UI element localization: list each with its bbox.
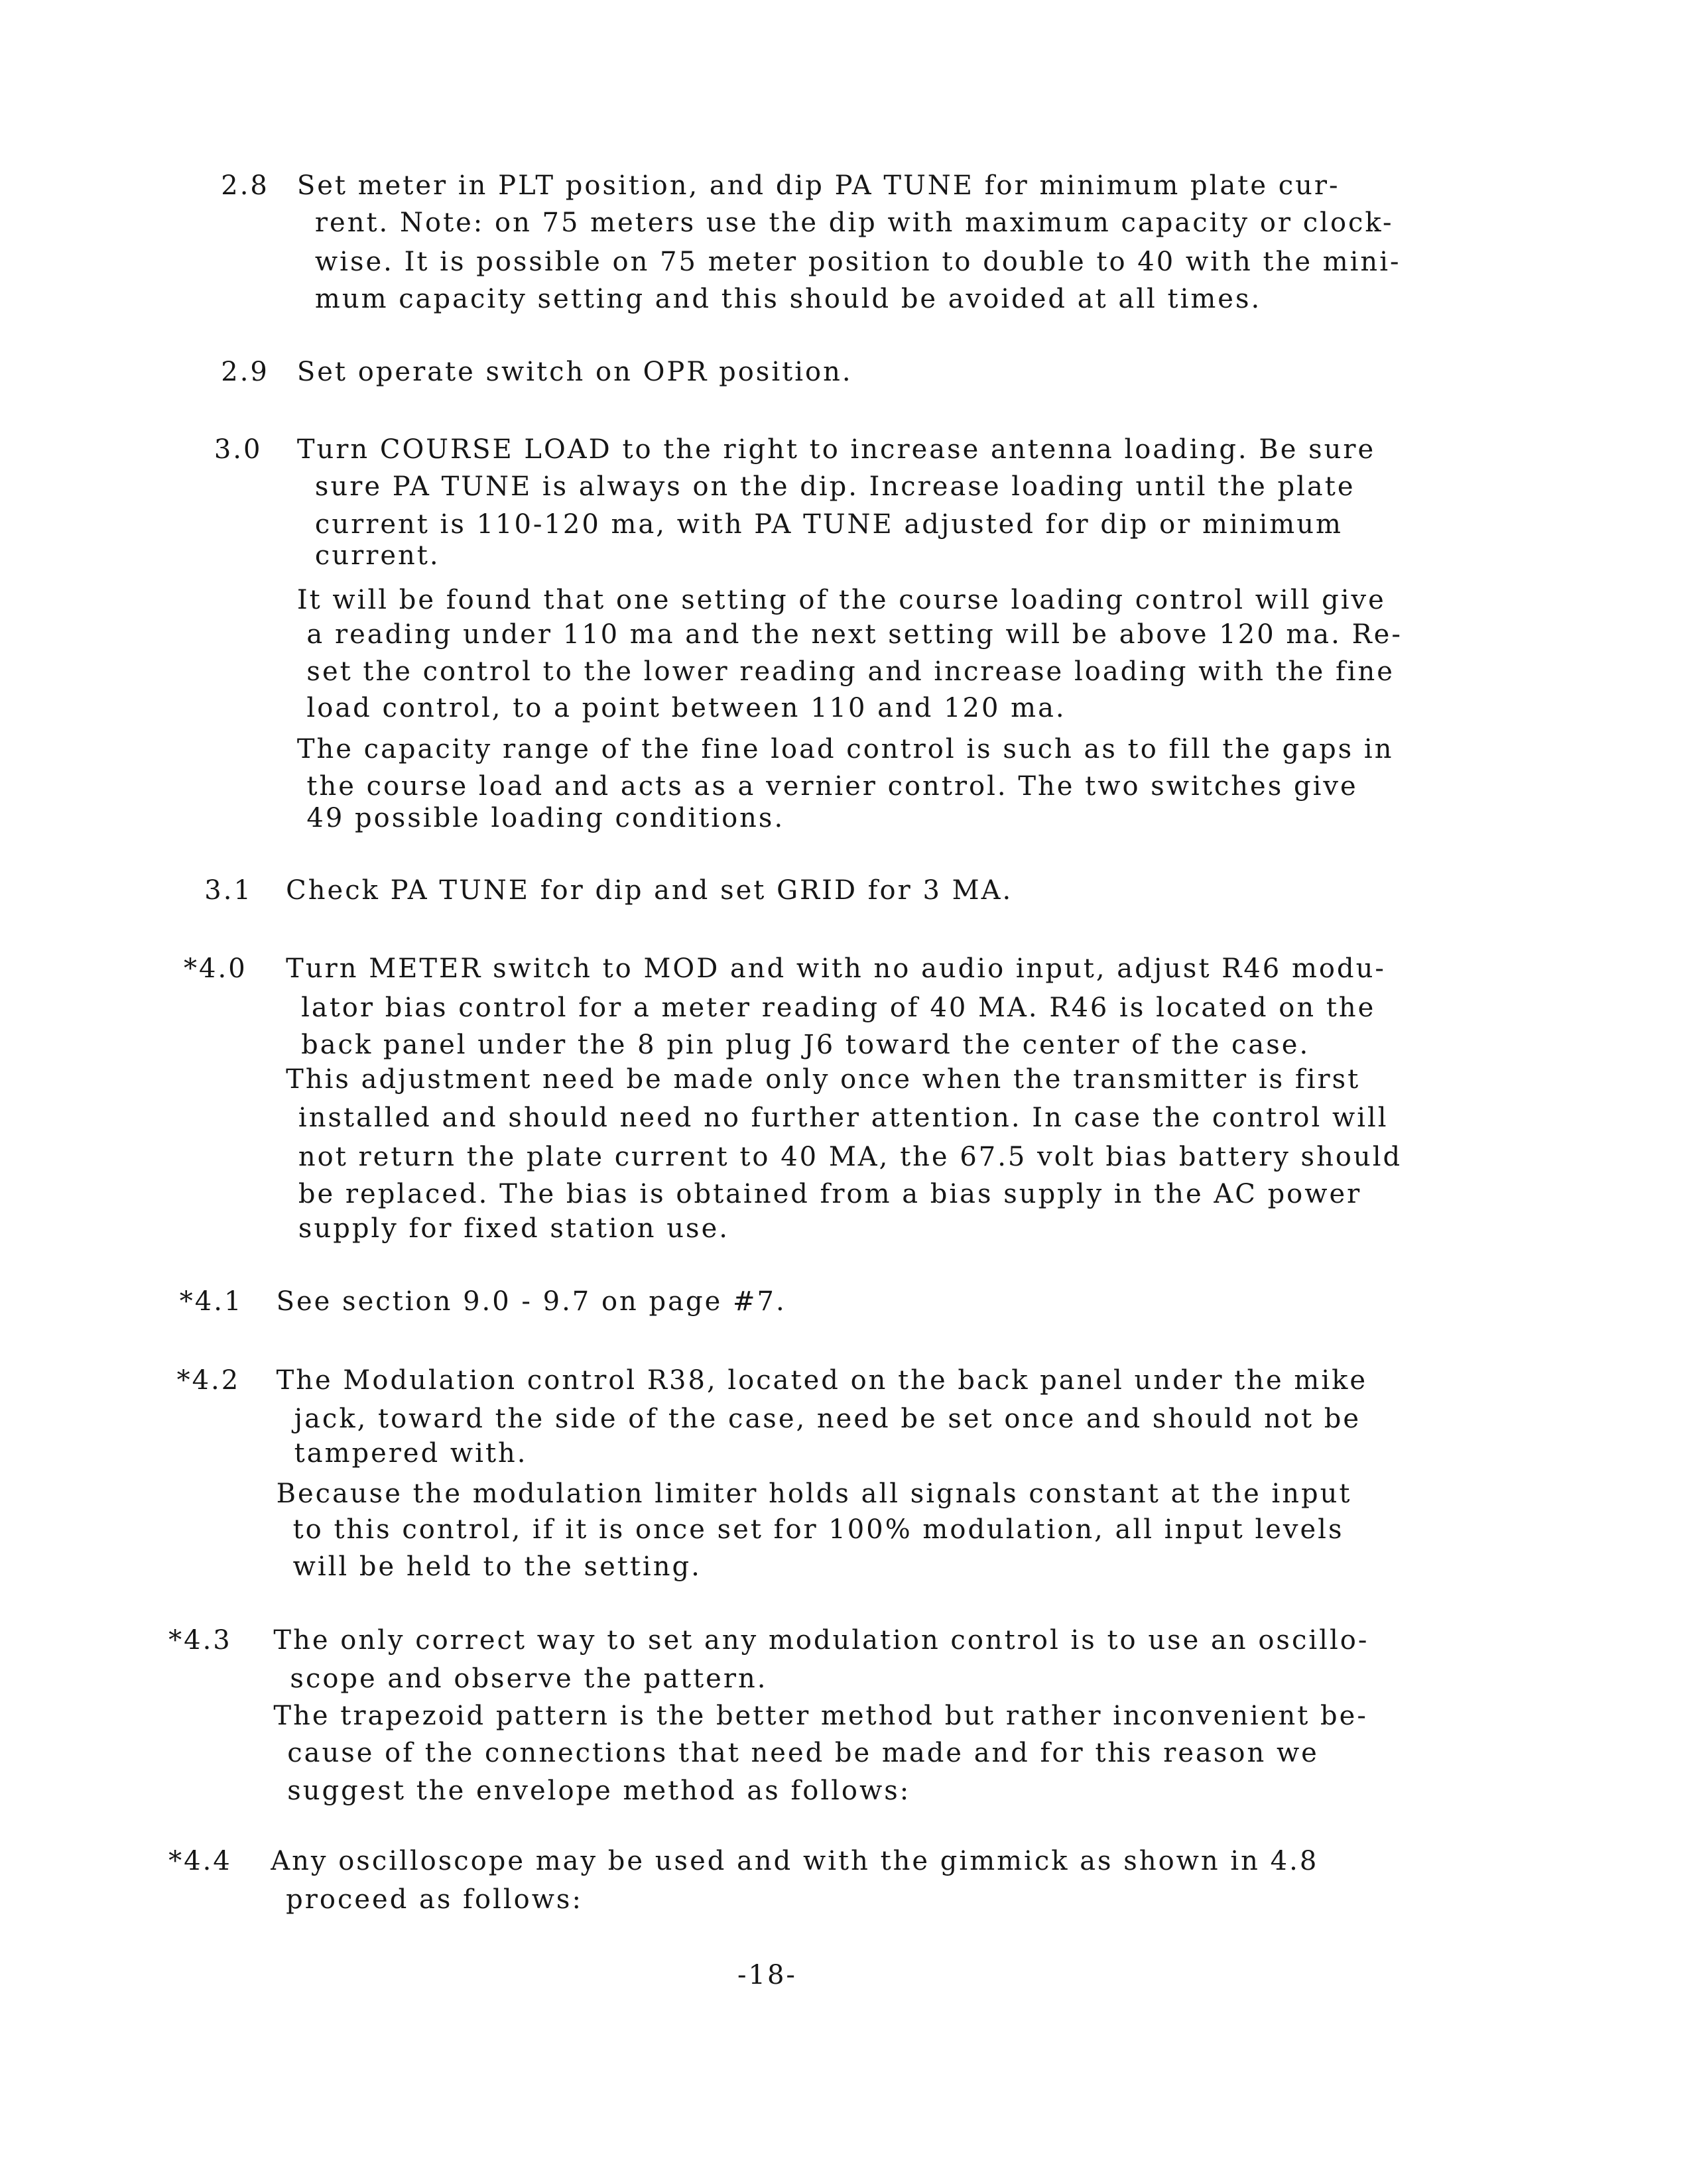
section-number: 2.8	[221, 170, 269, 202]
text-line: Because the modulation limiter holds all signals constant at the input	[276, 1478, 1352, 1509]
text-line: installed and should need no further attention. In case the control will	[298, 1103, 1389, 1134]
section-number: 3.0	[214, 434, 263, 465]
section-number: *4.0	[184, 953, 247, 985]
text-line: Turn COURSE LOAD to the right to increase antenna loading. Be sure	[296, 434, 1376, 465]
text-line: The only correct way to set any modulation control is to use an oscillo-	[273, 1624, 1369, 1656]
text-line: suggest the envelope method as follows:	[287, 1775, 911, 1806]
text-line: Set meter in PLT position, and dip PA TUNE for minimum plate cur-	[296, 170, 1340, 202]
text-line: not return the plate current to 40 MA, the 67.5 volt bias battery should	[298, 1141, 1403, 1172]
text-line: See section 9.0 - 9.7 on page #7.	[276, 1286, 786, 1317]
text-line: Check PA TUNE for dip and set GRID for 3 MA.	[286, 875, 1013, 906]
text-line: Set operate switch on OPR position.	[296, 357, 853, 388]
text-line: scope and observe the pattern.	[290, 1663, 768, 1694]
page-number: -18-	[737, 1960, 797, 1990]
text-line: cause of the connections that need be made and for this reason we	[287, 1738, 1319, 1769]
text-line: rent. Note: on 75 meters use the dip with maximum capacity or clock-	[314, 208, 1394, 239]
text-line: 49 possible loading conditions.	[306, 803, 785, 834]
text-line: The Modulation control R38, located on the back panel under the mike	[276, 1365, 1368, 1396]
section-number: 3.1	[204, 875, 253, 906]
text-line: proceed as follows:	[286, 1884, 583, 1915]
text-line: be replaced. The bias is obtained from a bias supply in the AC power	[298, 1178, 1362, 1209]
text-line: a reading under 110 ma and the next setting will be above 120 ma. Re-	[306, 619, 1403, 650]
text-line: tampered with.	[294, 1438, 528, 1469]
text-line: set the control to the lower reading and increase loading with the fine	[306, 656, 1395, 688]
text-line: The trapezoid pattern is the better method but rather inconvenient be-	[273, 1701, 1368, 1732]
section-number: *4.1	[179, 1286, 243, 1317]
text-line: current is 110-120 ma, with PA TUNE adjusted for dip or minimum	[314, 509, 1343, 540]
text-line: mum capacity setting and this should be avoided at all times.	[314, 284, 1262, 314]
text-line: This adjustment need be made only once when the transmitter is first	[286, 1063, 1361, 1095]
text-line: sure PA TUNE is always on the dip. Increase loading until the plate	[314, 471, 1355, 503]
text-line: It will be found that one setting of the course loading control will give	[296, 585, 1386, 616]
section-number: *4.3	[168, 1624, 232, 1656]
section-number: 2.9	[221, 357, 269, 388]
text-line: wise. It is possible on 75 meter position to double to 40 with the mini-	[314, 246, 1401, 277]
section-number: *4.2	[176, 1365, 241, 1396]
text-line: supply for fixed station use.	[298, 1213, 729, 1244]
text-line: The capacity range of the fine load control is such as to fill the gaps in	[296, 734, 1394, 765]
text-line: current.	[314, 540, 440, 572]
text-line: lator bias control for a meter reading of 40 MA. R46 is located on the	[301, 992, 1376, 1023]
text-line: jack, toward the side of the case, need be set once and should not be	[294, 1404, 1361, 1435]
text-line: the course load and acts as a vernier control. The two switches give	[306, 771, 1358, 802]
text-line: will be held to the setting.	[292, 1551, 702, 1583]
text-line: Any oscilloscope may be used and with the gimmick as shown in 4.8	[271, 1845, 1319, 1876]
section-number: *4.4	[168, 1845, 232, 1876]
text-line: load control, to a point between 110 and 120 ma.	[306, 692, 1066, 723]
text-line: back panel under the 8 pin plug J6 toward the center of the case.	[301, 1029, 1310, 1060]
text-line: to this control, if it is once set for 100% modulation, all input levels	[292, 1514, 1344, 1545]
text-line: Turn METER switch to MOD and with no audio input, adjust R46 modu-	[286, 953, 1386, 985]
